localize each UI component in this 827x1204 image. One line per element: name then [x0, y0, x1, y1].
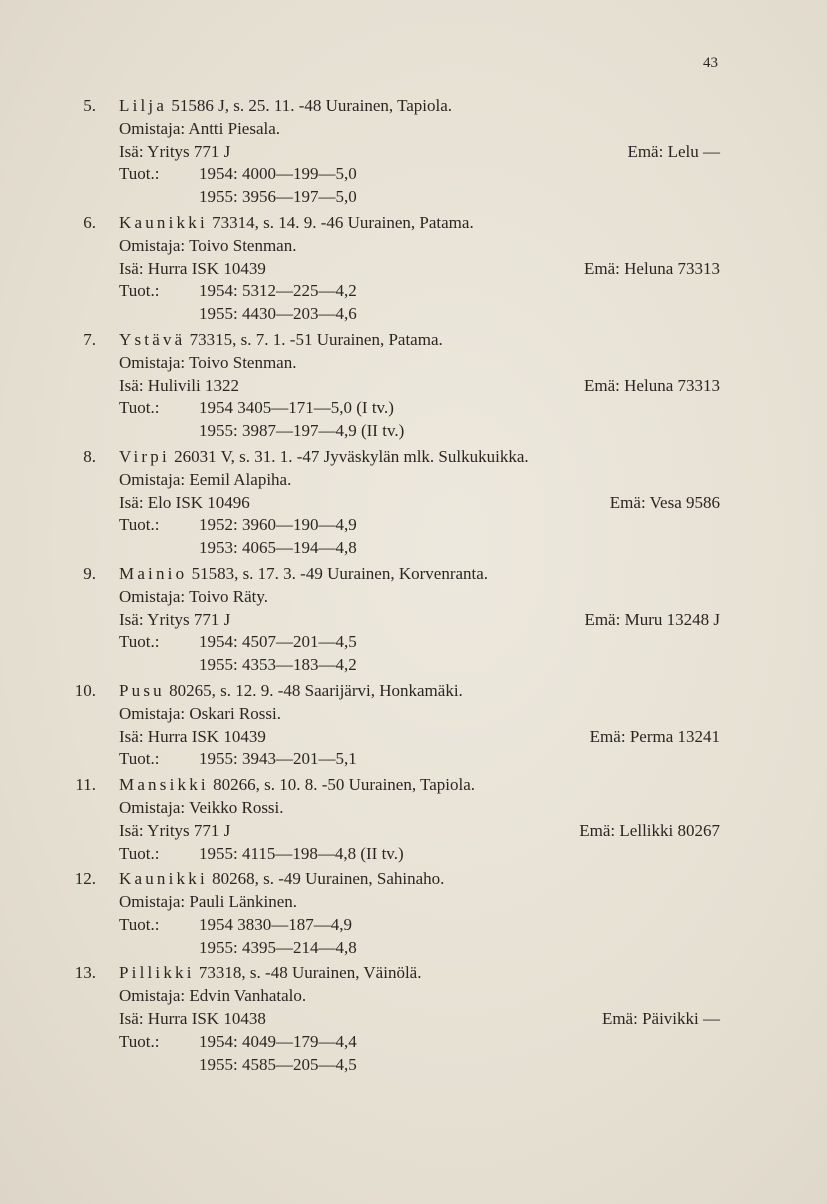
sire-label: Isä: [119, 375, 144, 395]
dam [0, 492, 720, 515]
owner [119, 797, 284, 820]
owner-name: Eemil Alapiha. [189, 469, 292, 489]
owner-line [0, 352, 827, 375]
production-value: 4353—183—4,2 [241, 655, 357, 675]
entry [0, 868, 827, 962]
entry-gap [0, 1076, 827, 1079]
production-value: 4585—205—4,5 [241, 1054, 357, 1074]
production-line [0, 914, 827, 937]
production-year: 1955: [199, 187, 238, 207]
production-value: 4507—201—4,5 [241, 632, 357, 652]
parents-line [0, 492, 827, 515]
cow-name: Ystävä [119, 329, 186, 349]
production-record [199, 1031, 357, 1054]
production-line [0, 1031, 827, 1054]
production-label: Tuot.: [119, 398, 160, 418]
entry-title [119, 329, 443, 352]
sire-name: Hurra ISK 10438 [147, 1009, 266, 1029]
entry-list [0, 95, 827, 1079]
owner-label: Omistaja: [119, 235, 186, 255]
dam-name: Vesa 9586 [649, 492, 720, 512]
production-line [0, 937, 827, 960]
entry-header [0, 962, 827, 985]
dam [0, 726, 720, 749]
sire-name: Yritys 771 J [147, 141, 231, 161]
production-line [0, 280, 827, 303]
sire-label: Isä: [119, 141, 144, 161]
production-year: 1955: [199, 937, 238, 957]
production-label: Tuot.: [119, 632, 160, 652]
cow-name: Lilja [119, 96, 168, 115]
sire-name: Hulivili 1322 [147, 375, 239, 395]
owner-line [0, 586, 827, 609]
production-value: 3987—197—4,9 (II tv.) [241, 421, 405, 441]
dam-label: Emä: [584, 258, 620, 278]
entry [0, 680, 827, 774]
owner-line [0, 891, 827, 914]
entry-title [119, 446, 529, 469]
owner-name: Pauli Länkinen. [189, 892, 298, 912]
production-record [199, 514, 357, 537]
sire-label: Isä: [119, 726, 144, 746]
owner-name: Edvin Vanhatalo. [189, 986, 307, 1006]
cow-details: 73315, s. 7. 1. -51 Uurainen, Patama. [189, 329, 443, 349]
entry-number: 8. [83, 446, 96, 466]
cow-name: Kaunikki [119, 212, 208, 232]
owner [119, 985, 306, 1008]
owner [119, 118, 280, 141]
dam [0, 1008, 720, 1031]
production-line [0, 631, 827, 654]
production-line [0, 1054, 827, 1077]
owner-label: Omistaja: [119, 892, 186, 912]
cow-details: 51586 J, s. 25. 11. -48 Uurainen, Tapiola. [171, 96, 453, 115]
production-record [199, 397, 394, 420]
dam-name: Heluna 73313 [624, 258, 720, 278]
production-line [0, 843, 827, 866]
production-year: 1954 [199, 914, 233, 934]
entry-title [119, 774, 475, 797]
dam-label: Emä: [584, 609, 621, 629]
dam-label: Emä: [601, 1009, 638, 1029]
production-label: Tuot.: [119, 1031, 160, 1051]
dam [0, 258, 720, 281]
dam [0, 609, 720, 632]
production-line [0, 186, 827, 209]
production-record [199, 163, 357, 186]
production-value: 3405—171—5,0 (I tv.) [237, 398, 394, 418]
entry-title [119, 95, 452, 118]
entry-header [0, 563, 827, 586]
production-record [199, 843, 404, 866]
cow-name: Pusu [119, 680, 165, 700]
entry-title [119, 563, 488, 586]
cow-name: Kaunikki [119, 869, 208, 889]
production-year: 1955: [199, 1054, 238, 1074]
parents-line [0, 258, 827, 281]
entry-header [0, 329, 827, 352]
entry-header [0, 868, 827, 891]
entry [0, 563, 827, 680]
production-line [0, 163, 827, 186]
cow-name: Mansikki [119, 775, 209, 795]
production-record [199, 420, 404, 443]
owner-label: Omistaja: [119, 586, 186, 606]
production-label: Tuot.: [119, 281, 160, 301]
production-record [199, 937, 357, 960]
owner [119, 891, 297, 914]
production-year: 1955: [199, 304, 238, 324]
entry-header [0, 680, 827, 703]
production-record [199, 914, 352, 937]
parents-line [0, 1008, 827, 1031]
entry-number: 5. [83, 96, 96, 115]
production-label: Tuot.: [119, 843, 160, 863]
production-value: 4049—179—4,4 [241, 1031, 357, 1051]
owner-line [0, 118, 827, 141]
entry-number: 11. [75, 775, 96, 795]
production-record [199, 186, 357, 209]
dam-label: Emä: [589, 726, 626, 746]
production-year: 1955: [199, 749, 238, 769]
owner-name: Oskari Rossi. [189, 703, 281, 723]
sire-label: Isä: [119, 609, 144, 629]
production-label: Tuot.: [119, 515, 160, 535]
sire-name: Hurra ISK 10439 [147, 726, 266, 746]
owner-name: Toivo Stenman. [189, 352, 297, 372]
owner-line [0, 469, 827, 492]
production-line [0, 514, 827, 537]
sire-name: Yritys 771 J [147, 609, 231, 629]
production-year: 1955: [199, 843, 238, 863]
owner-name: Toivo Stenman. [189, 235, 297, 255]
production-year: 1954: [199, 632, 238, 652]
entry [0, 962, 827, 1079]
production-line [0, 303, 827, 326]
production-label: Tuot.: [119, 914, 160, 934]
production-line [0, 654, 827, 677]
owner-label: Omistaja: [119, 352, 186, 372]
page-number: 43 [703, 55, 718, 71]
owner [119, 352, 296, 375]
production-value: 3960—190—4,9 [241, 515, 357, 535]
sire-name: Hurra ISK 10439 [147, 258, 266, 278]
owner [119, 586, 268, 609]
sire-label: Isä: [119, 492, 144, 512]
dam-label: Emä: [584, 375, 620, 395]
owner-label: Omistaja: [119, 986, 186, 1006]
owner [119, 469, 291, 492]
owner-line [0, 985, 827, 1008]
entry-header [0, 446, 827, 469]
cow-name: Mainio [119, 563, 188, 583]
dam-label: Emä: [627, 141, 664, 161]
entry-title [119, 680, 463, 703]
production-record [199, 631, 357, 654]
production-line [0, 397, 827, 420]
cow-details: 80265, s. 12. 9. -48 Saarijärvi, Honkamäki. [169, 680, 463, 700]
dam [0, 375, 720, 398]
owner-name: Antti Piesala. [188, 118, 281, 138]
production-record [199, 654, 357, 677]
parents-line [0, 609, 827, 632]
production-label: Tuot.: [119, 164, 160, 184]
dam-name: Muru 13248 J [624, 609, 720, 629]
production-year: 1955: [199, 421, 238, 441]
dam-name: Lelu — [667, 141, 720, 161]
production-value: 4000—199—5,0 [241, 164, 357, 184]
production-line [0, 748, 827, 771]
entry-header [0, 774, 827, 797]
cow-details: 26031 V, s. 31. 1. -47 Jyväskylän mlk. Sulkukuikka. [174, 446, 529, 466]
owner [119, 235, 296, 258]
production-record [199, 1054, 357, 1077]
entry [0, 95, 827, 212]
sire-name: Yritys 771 J [147, 820, 231, 840]
parents-line [0, 820, 827, 843]
production-value: 3956—197—5,0 [241, 187, 357, 207]
production-line [0, 420, 827, 443]
production-value: 4065—194—4,8 [241, 538, 357, 558]
production-value: 3830—187—4,9 [237, 914, 352, 934]
sire-label: Isä: [119, 258, 144, 278]
cow-details: 51583, s. 17. 3. -49 Uurainen, Korvenranta. [191, 563, 489, 583]
dam-name: Perma 13241 [629, 726, 720, 746]
entry-header [0, 95, 827, 118]
production-year: 1952: [199, 515, 238, 535]
entry [0, 446, 827, 563]
owner [119, 703, 281, 726]
production-year: 1954: [199, 1031, 238, 1051]
owner-label: Omistaja: [119, 797, 186, 817]
cow-name: Pillikki [119, 963, 195, 983]
dam [0, 141, 720, 164]
owner-label: Omistaja: [119, 118, 186, 138]
entry [0, 212, 827, 329]
entry-number: 9. [83, 563, 96, 583]
entry-number: 12. [74, 869, 96, 889]
cow-details: 73318, s. -48 Uurainen, Väinölä. [198, 963, 422, 983]
production-value: 4115—198—4,8 (II tv.) [241, 843, 404, 863]
owner-label: Omistaja: [119, 469, 186, 489]
dam-name: Heluna 73313 [624, 375, 720, 395]
sire-label: Isä: [119, 1009, 144, 1029]
entry-number: 7. [83, 329, 96, 349]
production-label: Tuot.: [119, 749, 160, 769]
parents-line [0, 375, 827, 398]
cow-details: 73314, s. 14. 9. -46 Uurainen, Patama. [212, 212, 474, 232]
cow-details: 80268, s. -49 Uurainen, Sahinaho. [212, 869, 445, 889]
owner-label: Omistaja: [119, 703, 186, 723]
production-year: 1955: [199, 655, 238, 675]
dam-name: Lellikki 80267 [619, 820, 720, 840]
cow-name: Virpi [119, 446, 170, 466]
owner-name: Toivo Räty. [189, 586, 268, 606]
production-year: 1953: [199, 538, 238, 558]
production-value: 5312—225—4,2 [241, 281, 357, 301]
production-record [199, 303, 357, 326]
entry-title [119, 962, 421, 985]
sire-name: Elo ISK 10496 [147, 492, 250, 512]
dam-name: Päivikki — [642, 1009, 720, 1029]
dam [0, 820, 720, 843]
entry [0, 329, 827, 446]
owner-line [0, 235, 827, 258]
parents-line [0, 726, 827, 749]
entry-number: 13. [74, 963, 96, 983]
production-value: 4430—203—4,6 [241, 304, 357, 324]
production-year: 1954: [199, 281, 238, 301]
cow-details: 80266, s. 10. 8. -50 Uurainen, Tapiola. [213, 775, 476, 795]
entry-number: 10. [74, 680, 96, 700]
dam-label: Emä: [579, 820, 616, 840]
production-year: 1954: [199, 164, 238, 184]
production-value: 3943—201—5,1 [241, 749, 357, 769]
production-record [199, 748, 357, 771]
production-line [0, 537, 827, 560]
parents-line [0, 141, 827, 164]
owner-line [0, 703, 827, 726]
sire-label: Isä: [119, 820, 144, 840]
owner-name: Veikko Rossi. [189, 797, 284, 817]
entry [0, 774, 827, 868]
production-value: 4395—214—4,8 [241, 937, 357, 957]
dam-label: Emä: [609, 492, 646, 512]
production-record [199, 280, 357, 303]
entry-number: 6. [83, 212, 96, 232]
owner-line [0, 797, 827, 820]
entry-title [119, 212, 474, 235]
entry-header [0, 212, 827, 235]
entry-title [119, 868, 444, 891]
production-year: 1954 [199, 398, 233, 418]
production-record [199, 537, 357, 560]
